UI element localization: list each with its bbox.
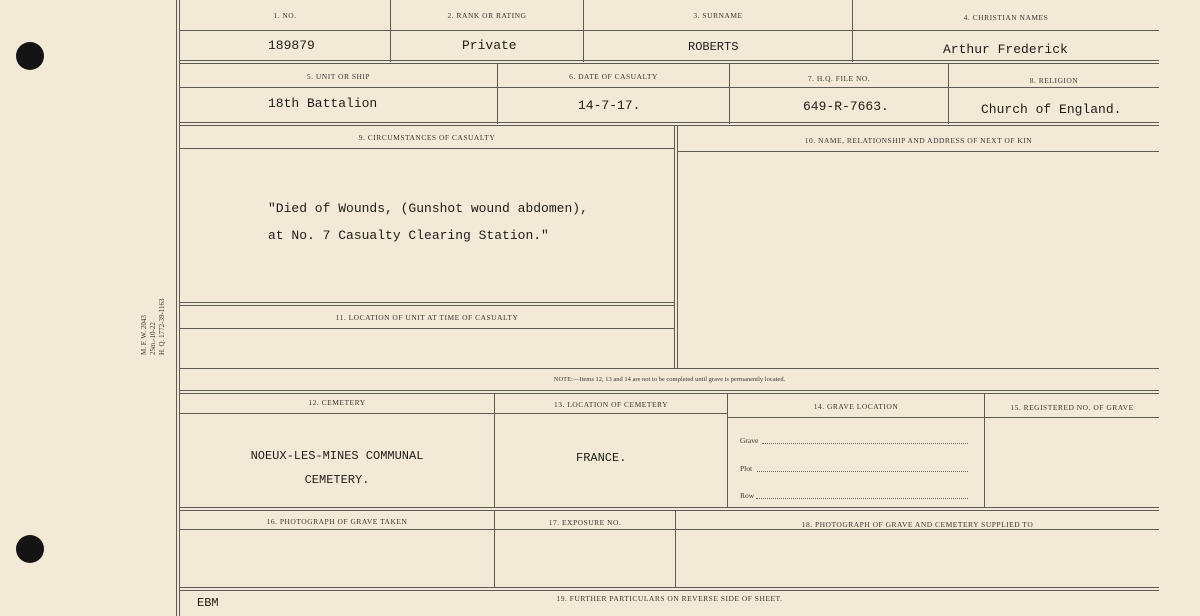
unit-value: 18th Battalion (268, 96, 378, 111)
row2-sep3 (948, 64, 949, 124)
further-particulars-label: 19. FURTHER PARTICULARS ON REVERSE SIDE OF SHEET. (556, 594, 783, 603)
no-label: 1. NO. (273, 11, 297, 20)
cemetery-location-value: FRANCE. (576, 451, 627, 465)
grave-field-label: Grave (740, 436, 759, 445)
row4-sep2 (727, 394, 728, 508)
row1-bottom (179, 60, 1159, 61)
circ-label-divider (179, 148, 674, 149)
date-of-casualty-value: 14-7-17. (578, 98, 641, 113)
row2-sep2 (729, 64, 730, 124)
row5-bottom (179, 587, 1159, 588)
circumstances-line-1: "Died of Wounds, (Gunshot wound abdomen), (268, 201, 588, 216)
grave-location-label: 14. GRAVE LOCATION (813, 402, 899, 411)
clerk-initials: EBM (197, 596, 219, 610)
circumstances-label: 9. CIRCUMSTANCES OF CASUALTY (358, 133, 496, 142)
registered-no-label: 15. REGISTERED NO. OF GRAVE (1010, 403, 1134, 412)
row3-sep-2 (677, 126, 678, 368)
circumstances-line-2: at No. 7 Casualty Clearing Station." (268, 228, 549, 243)
row4-label-divider-a (179, 413, 727, 414)
punch-hole-top (16, 42, 44, 70)
surname-label: 3. SURNAME (693, 11, 743, 20)
row4-sep1 (494, 394, 495, 508)
service-number-value: 189879 (268, 38, 315, 53)
loc-unit-divider (179, 328, 674, 329)
religion-value: Church of England. (981, 102, 1122, 117)
photo-supplied-label: 18. PHOTOGRAPH OF GRAVE AND CEMETERY SUPPLIED TO (801, 520, 1034, 529)
note-bottom-2 (179, 393, 1159, 394)
rank-value: Private (462, 38, 517, 53)
row3-sep (674, 126, 675, 368)
cemetery-label: 12. CEMETERY (308, 398, 366, 407)
unit-label: 5. UNIT OR SHIP (306, 72, 371, 81)
note-bottom (179, 390, 1159, 391)
kin-label-divider (677, 151, 1159, 152)
note-text: NOTE:—Items 12, 13 and 14 are not to be completed until grave is permanently located. (553, 376, 786, 383)
row2-bottom-2 (179, 125, 1159, 126)
cemetery-location-label: 13. LOCATION OF CEMETERY (553, 400, 669, 409)
next-of-kin-label: 10. NAME, RELATIONSHIP AND ADDRESS OF NEXT OF KIN (804, 136, 1033, 145)
row2-divider (179, 87, 1159, 88)
circ-bottom (179, 302, 674, 303)
row1-sep3 (852, 0, 853, 62)
plot-dotted-line (757, 471, 968, 472)
hq-file-label: 7. H.Q. FILE NO. (807, 74, 871, 83)
photo-taken-label: 16. PHOTOGRAPH OF GRAVE TAKEN (266, 517, 408, 526)
christian-names-value: Arthur Frederick (943, 42, 1068, 57)
row1-sep1 (390, 0, 391, 62)
cemetery-line-1: NOEUX-LES-MINES COMMUNAL (250, 449, 424, 463)
note-top (179, 368, 1159, 369)
row2-bottom (179, 122, 1159, 123)
location-of-unit-label: 11. LOCATION OF UNIT AT TIME OF CASUALTY (335, 313, 519, 322)
row1-bottom-2 (179, 63, 1159, 64)
punch-hole-bottom (16, 535, 44, 563)
row1-divider (179, 30, 1159, 31)
left-border (176, 0, 177, 616)
row5-bottom-2 (179, 590, 1159, 591)
exposure-label: 17. EXPOSURE NO. (548, 518, 622, 527)
row1-sep2 (583, 0, 584, 62)
surname-value: ROBERTS (688, 40, 739, 54)
date-label: 6. DATE OF CASUALTY (569, 72, 658, 81)
rank-label: 2. RANK OR RATING (447, 11, 527, 20)
plot-field-label: Plot (740, 464, 753, 473)
hq-file-value: 649-R-7663. (803, 99, 889, 114)
religion-label: 8. RELIGION (1029, 76, 1079, 85)
christian-names-label: 4. CHRISTIAN NAMES (963, 13, 1049, 22)
cemetery-line-2: CEMETERY. (304, 473, 370, 487)
side-print-note: M. F. W. 2043 25m.-10-22 H. Q. 1772-39-1163 (140, 298, 166, 355)
grave-dotted-line (762, 443, 968, 444)
circ-bottom-2 (179, 305, 674, 306)
row4-bottom-2 (179, 510, 1159, 511)
row5-label-divider (179, 529, 1159, 530)
row-field-label: Row (740, 491, 755, 500)
row4-label-divider-b (727, 417, 1159, 418)
row4-bottom (179, 507, 1159, 508)
row-dotted-line (756, 498, 968, 499)
